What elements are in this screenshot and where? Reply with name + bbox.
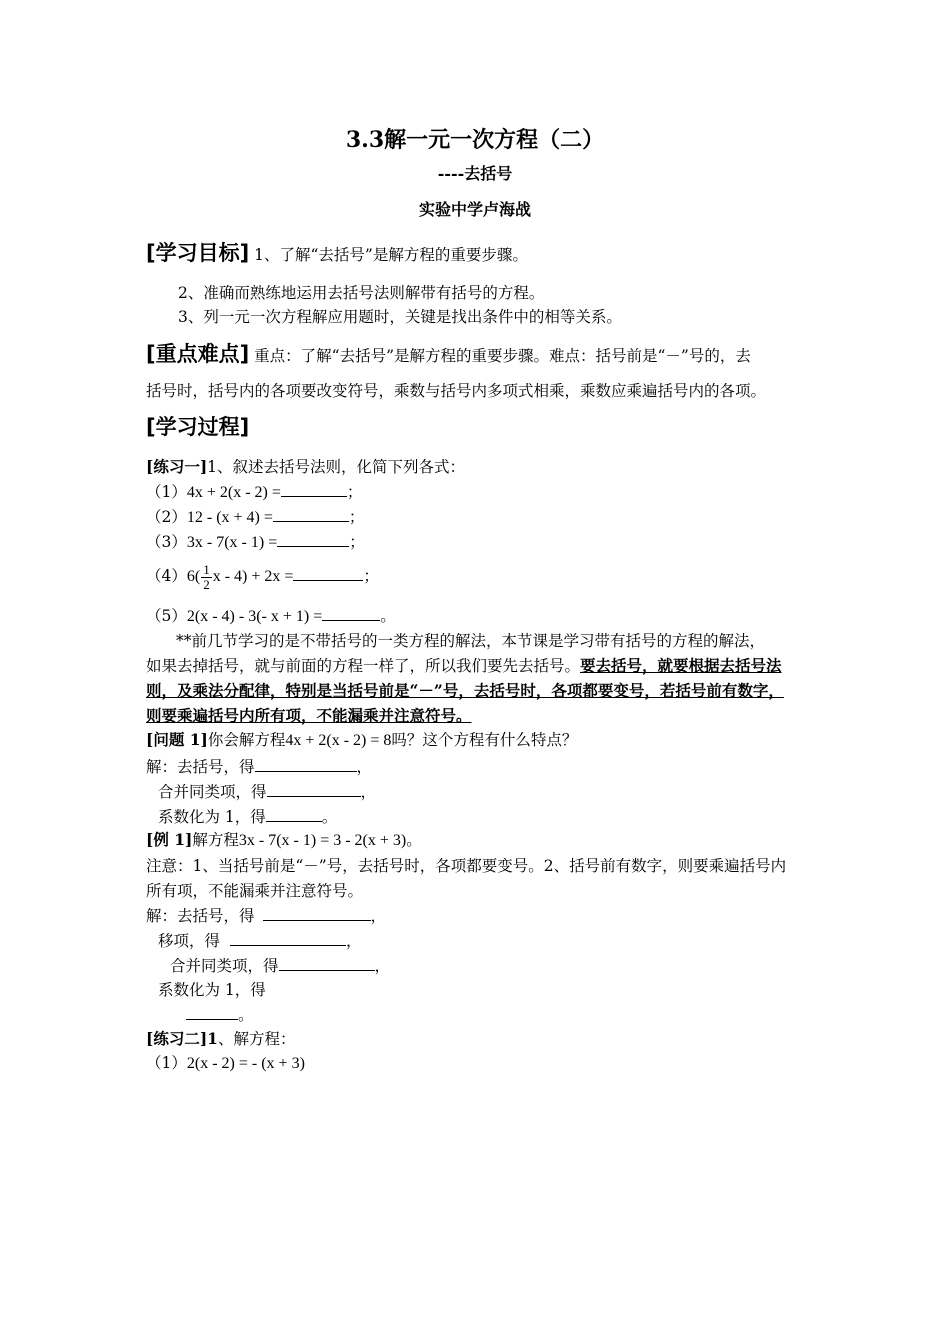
exercise1-item-2: [146, 505, 364, 529]
fraction: [201, 563, 212, 592]
item-number: （1）: [146, 483, 187, 501]
fraction-denominator: 2: [203, 576, 210, 592]
answer-blank[interactable]: [263, 904, 371, 921]
item-end: ；: [348, 508, 365, 526]
key-points-row: [146, 343, 751, 367]
exercise2-label: [练习二]1: [146, 1029, 218, 1048]
punctuation: ，: [346, 932, 362, 950]
math-expression: 3x - 7(x - 1) =: [186, 534, 278, 551]
question1-text-a: 你会解方程: [207, 731, 286, 749]
example1-step-3: [170, 954, 390, 977]
punctuation: ，: [374, 957, 391, 975]
step-label: 解：去括号，得: [146, 758, 255, 776]
exercise1-item-5: [146, 604, 396, 628]
question1-step-2: [158, 780, 376, 803]
step-label: 合并同类项，得: [158, 783, 267, 801]
document-title: 3.3解一元一次方程（二）: [345, 127, 605, 153]
objectives-row: [146, 242, 528, 266]
note-line-2-plain: 如果去掉括号，就与前面的方程一样了，所以我们要先去括号。: [146, 657, 581, 675]
example1-note-1: 注意：1、当括号前是“－”号，去括号时，各项都要变号。2、括号前有数字，则要乘遍括号内: [146, 857, 787, 875]
example1-label: [例 1]: [146, 830, 193, 849]
math-expression: 4x + 2(x - 2) =: [186, 484, 281, 501]
exercise1-label: [练习一]: [146, 457, 208, 476]
process-label: [学习过程]: [146, 415, 250, 439]
step-label: 解：去括号，得: [146, 907, 255, 925]
item-number: （2）: [146, 508, 187, 526]
example1-step-4: 系数化为 1，得: [158, 981, 266, 999]
exercise2-prompt: 、解方程：: [217, 1030, 296, 1048]
exercise1-item-1: [146, 480, 362, 504]
key-points-label: [重点难点]: [146, 342, 250, 366]
answer-blank[interactable]: [279, 954, 375, 971]
fraction-numerator: 1: [203, 561, 210, 577]
answer-blank[interactable]: [266, 805, 322, 822]
note-line-2-emphasis: 要去括号，就要根据去括号法: [580, 656, 782, 675]
answer-blank[interactable]: [322, 604, 380, 621]
objective-item-3: 3、列一元一次方程解应用题时，关键是找出条件中的相等关系。: [178, 308, 622, 326]
question1-row: [146, 729, 577, 752]
answer-blank[interactable]: [267, 780, 361, 797]
item-number: （1）: [146, 1054, 187, 1072]
note-line-1: **前几节学习的是不带括号的一类方程的解法，本节课是学习带有括号的方程的解法，: [176, 632, 766, 650]
note-line-4: 则要乘遍括号内所有项，不能漏乘并注意符号。: [146, 706, 472, 725]
math-expression: 2(x - 4) - 3(- x + 1) =: [186, 608, 323, 625]
example1-text-a: 解方程: [192, 831, 239, 849]
answer-blank[interactable]: [277, 530, 349, 547]
exercise2-header: [146, 1028, 295, 1050]
key-points-line-2: 括号时，括号内的各项要改变符号，乘数与括号内多项式相乘，乘数应乘遍括号内的各项。: [146, 382, 767, 400]
punctuation: 。: [321, 808, 338, 826]
objectives-label: [学习目标]: [146, 241, 250, 265]
example1-step-2: [158, 929, 362, 952]
math-expression-end: x - 4) + 2x =: [212, 568, 294, 585]
example1-text-b: 。: [406, 831, 422, 849]
item-end: ；: [349, 533, 365, 551]
question1-label: [问题 1]: [146, 730, 208, 749]
math-expression: 12 - (x + 4) =: [186, 509, 273, 526]
question1-step-1: [146, 755, 372, 778]
example1-note-2: 所有项，不能漏乘并注意符号。: [146, 882, 364, 900]
step-label: 移项，得: [158, 932, 221, 950]
exercise1-header: [146, 456, 465, 478]
answer-blank[interactable]: [255, 755, 357, 772]
example1-row: [146, 829, 422, 852]
document-author: 实验中学卢海战: [418, 200, 531, 219]
punctuation: ，: [356, 758, 373, 776]
punctuation: 。: [238, 1006, 254, 1024]
answer-blank[interactable]: [293, 564, 363, 581]
question1-text-b: 吗？这个方程有什么特点？: [391, 731, 578, 749]
note-line-3: 则，及乘法分配律，特别是当括号前是“－”号，去括号时，各项都要变号，若括号前有数字，: [146, 681, 784, 700]
item-number: （4）: [146, 567, 187, 585]
example1-step-1: [146, 904, 386, 927]
example1-step-4-answer: [186, 1003, 254, 1026]
step-label: 合并同类项，得: [170, 957, 279, 975]
item-number: （3）: [146, 533, 187, 551]
math-expression-start: 6(: [186, 568, 201, 585]
item-end: ；: [346, 483, 363, 501]
item-number: （5）: [146, 607, 187, 625]
question1-step-3: [158, 805, 337, 828]
exercise1-item-4: [146, 561, 379, 592]
key-points-line-1: 重点：了解“去括号”是解方程的重要步骤。难点：括号前是“－”号的，去: [254, 347, 751, 365]
item-end: ；: [363, 567, 379, 585]
answer-blank[interactable]: [230, 929, 346, 946]
question1-equation: 4x + 2(x - 2) = 8: [285, 732, 392, 749]
exercise2-item-1: [146, 1052, 305, 1075]
step-label: 系数化为 1，得: [158, 808, 266, 826]
answer-blank[interactable]: [281, 480, 347, 497]
punctuation: ，: [370, 907, 387, 925]
answer-blank[interactable]: [273, 505, 349, 522]
example1-equation: 3x - 7(x - 1) = 3 - 2(x + 3): [238, 832, 407, 849]
answer-blank[interactable]: [186, 1003, 238, 1020]
document-subtitle: ----去括号: [437, 164, 513, 183]
objective-item-1: 1、了解“去括号”是解方程的重要步骤。: [254, 246, 528, 264]
exercise1-item-3: [146, 530, 365, 554]
note-line-2: [146, 655, 782, 677]
punctuation: ，: [360, 783, 377, 801]
math-expression: 2(x - 2) = - (x + 3): [186, 1055, 305, 1072]
objective-item-2: 2、准确而熟练地运用去括号法则解带有括号的方程。: [178, 284, 545, 302]
exercise1-prompt: 1、叙述去括号法则，化简下列各式：: [207, 458, 466, 476]
item-end: 。: [380, 607, 396, 625]
